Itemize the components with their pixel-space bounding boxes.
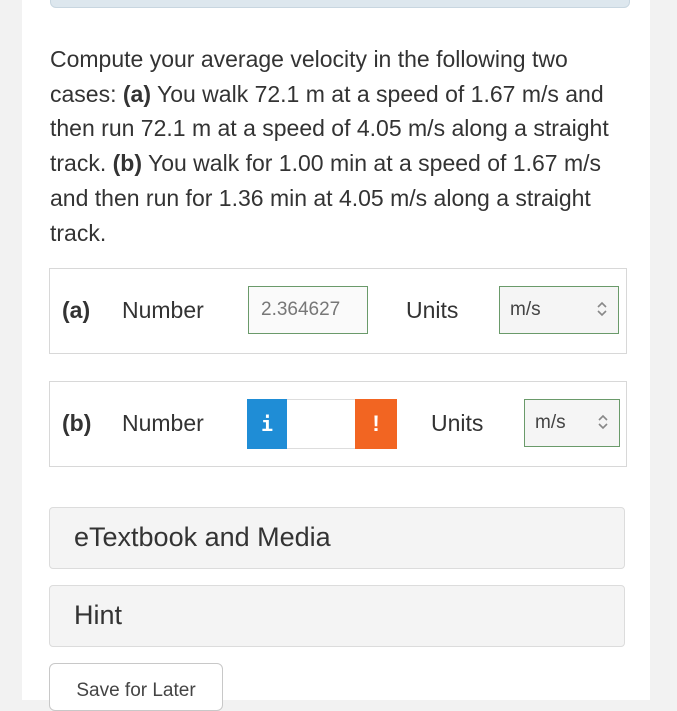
etextbook-media-panel[interactable]	[49, 507, 625, 569]
hint-label: Hint	[74, 600, 123, 630]
question-text	[50, 42, 630, 250]
part-a-units-label: Units	[406, 297, 459, 323]
question-part-a-text: You walk 72.1 m at a speed of 1.67 m/s and then run 72.1 m at a speed of 4.05 m/s along a straight track.	[50, 80, 609, 177]
question-part-a-tag: (a)	[122, 80, 151, 107]
question-intro: Compute your average velocity in the following two cases:	[50, 46, 568, 107]
part-b-units-select[interactable]	[524, 399, 620, 447]
part-a-number-label: Number	[122, 297, 204, 323]
part-b-units-value: m/s	[535, 412, 566, 433]
updown-chevron-icon	[597, 412, 609, 432]
question-part-b-text: You walk for 1.00 min at a speed of 1.67 m/s and then run for 1.36 min at 4.05 m/s along a straight track.	[50, 150, 602, 246]
warning-icon[interactable]: !	[355, 399, 397, 449]
part-a-units-value: m/s	[510, 299, 541, 320]
answer-row-b	[49, 381, 627, 467]
save-for-later-button[interactable]: Save for Later	[49, 663, 223, 711]
question-part-b-tag: (b)	[112, 150, 142, 177]
part-b-units-label: Units	[431, 410, 484, 436]
part-a-units-select[interactable]	[499, 286, 619, 334]
part-a-label: (a)	[62, 297, 91, 323]
part-b-number-input[interactable]	[287, 399, 355, 449]
part-b-label: (b)	[62, 410, 92, 436]
info-icon[interactable]: i	[247, 399, 287, 449]
hint-panel[interactable]	[49, 585, 625, 647]
part-a-number-input[interactable]	[248, 286, 368, 334]
question-page	[22, 0, 650, 700]
etextbook-media-label: eTextbook and Media	[74, 522, 331, 552]
top-banner	[50, 0, 630, 8]
answer-row-a	[49, 268, 627, 354]
updown-chevron-icon	[596, 299, 608, 319]
part-b-number-label: Number	[122, 410, 204, 436]
part-a-number-value: 2.364627	[261, 299, 341, 320]
